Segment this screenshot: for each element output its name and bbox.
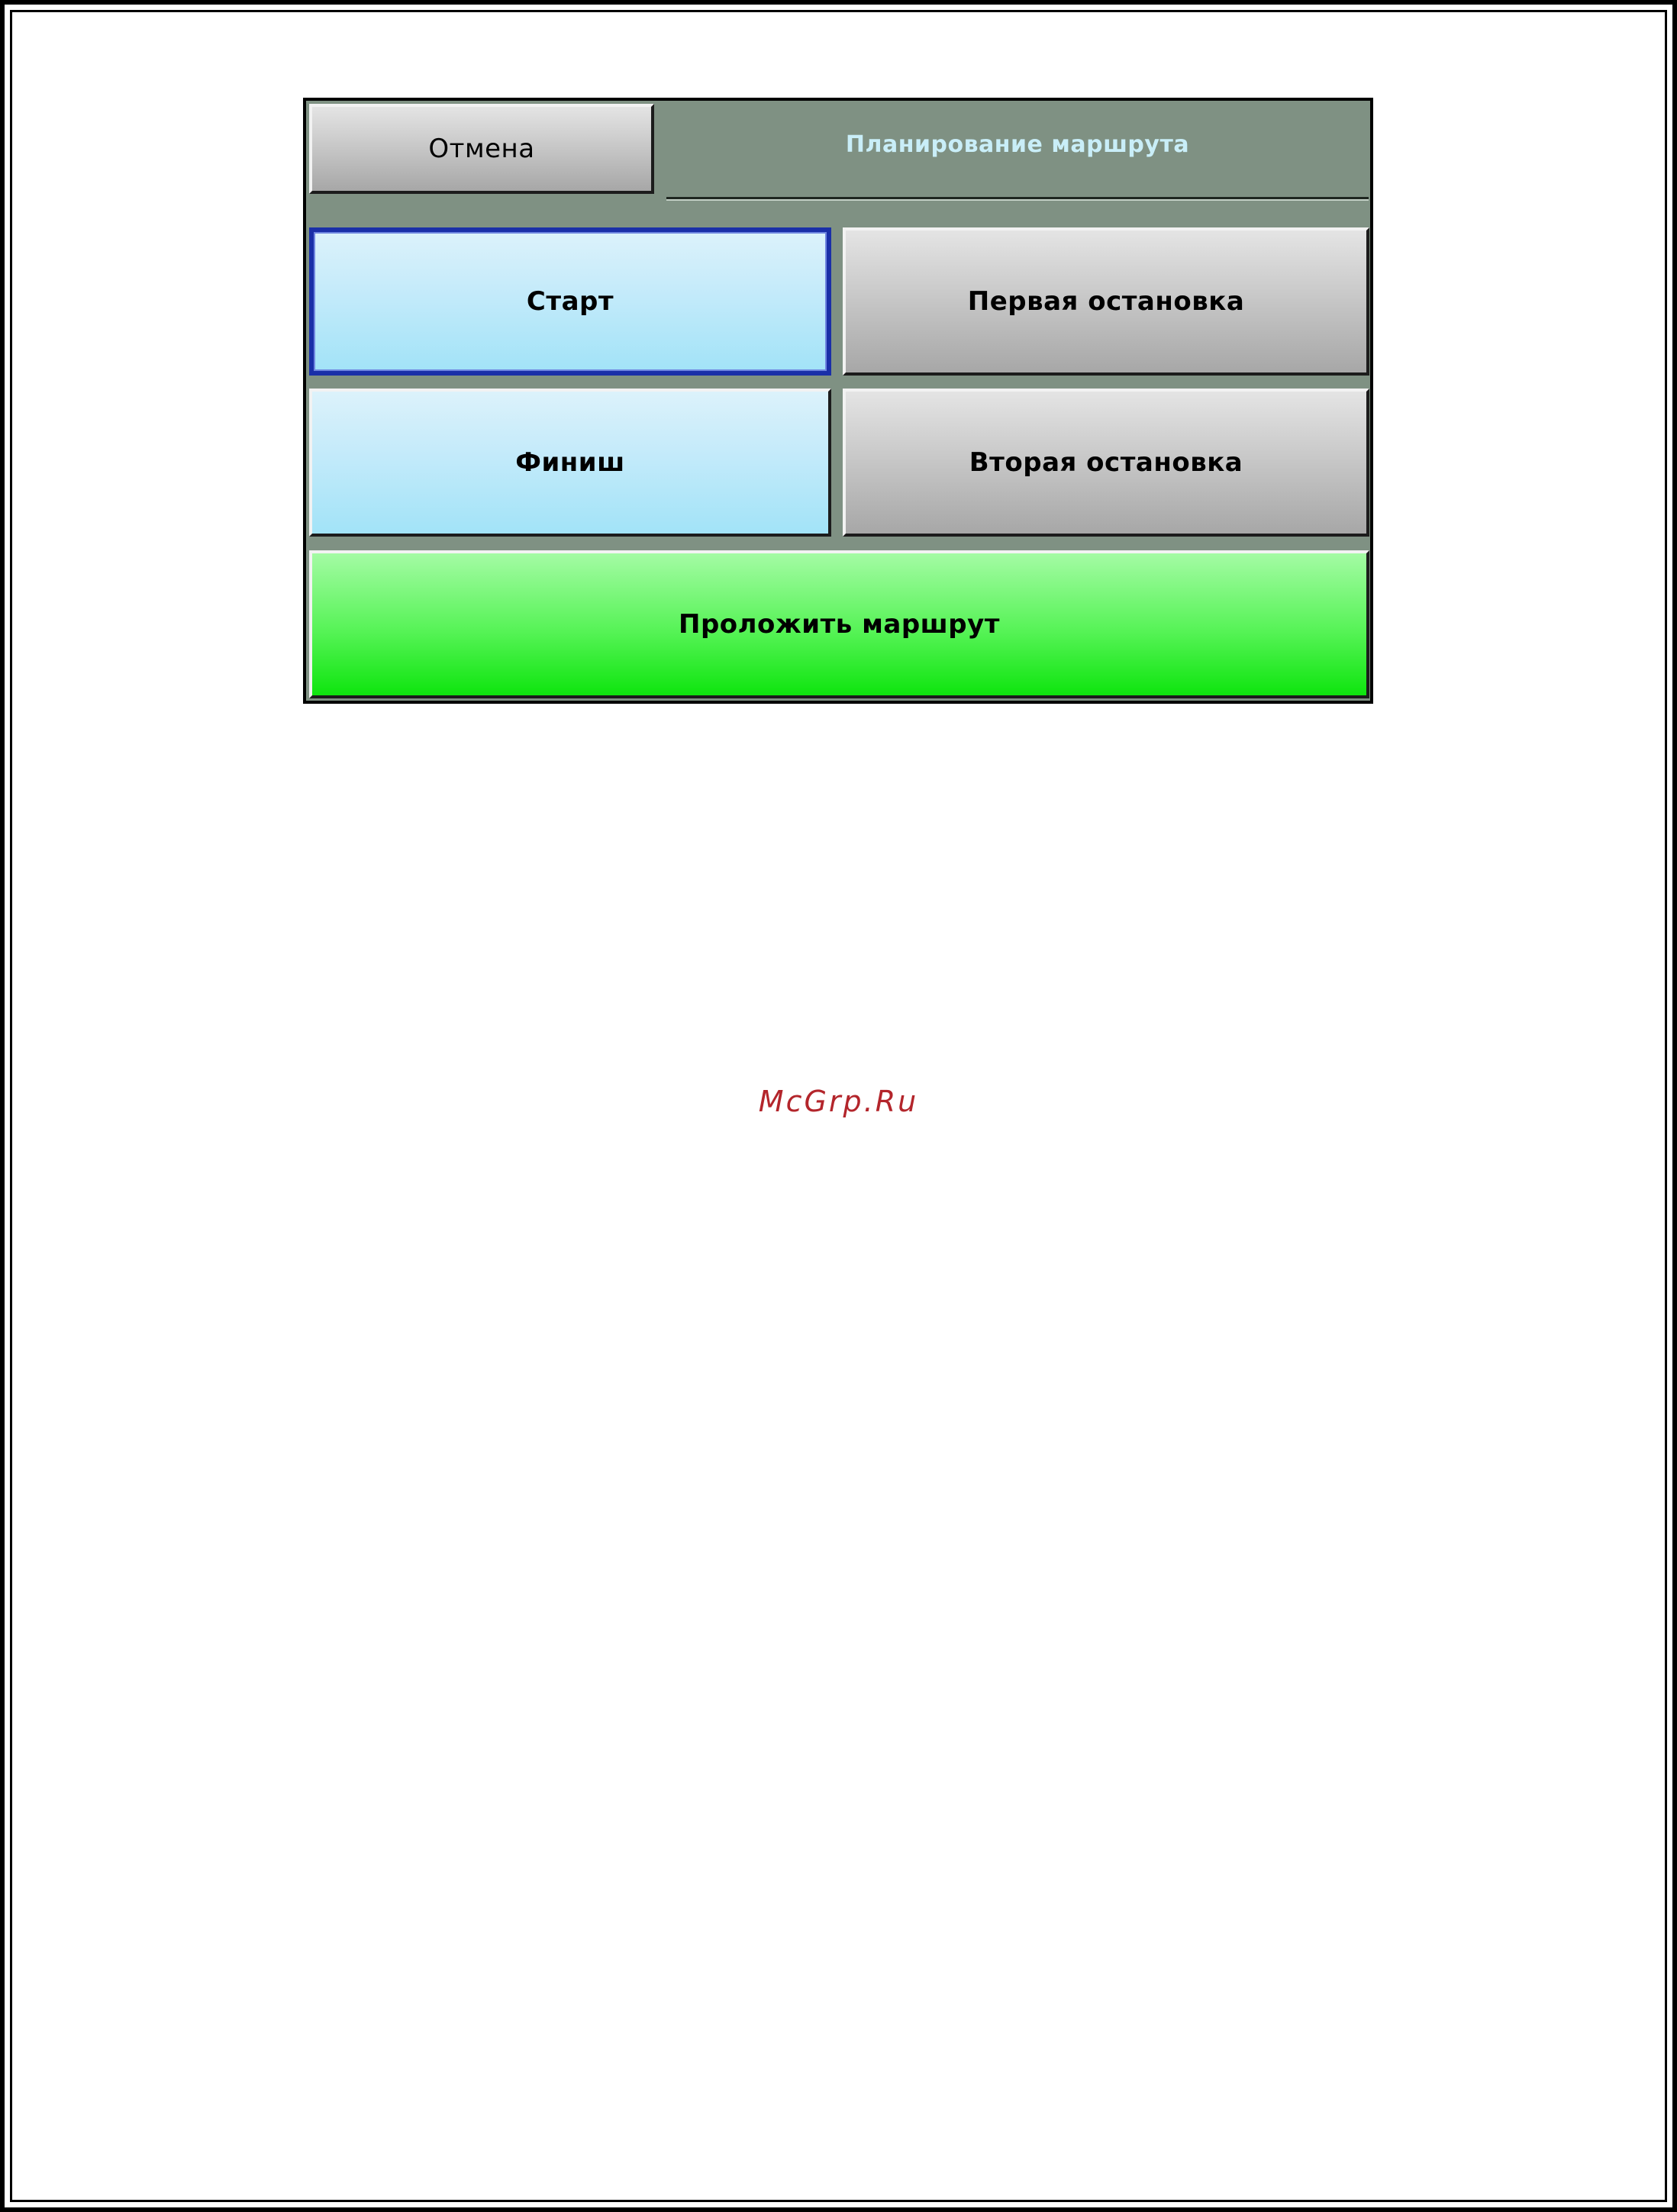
second-stop-button[interactable]: Вторая остановка [843, 389, 1369, 537]
start-button[interactable]: Старт [309, 227, 831, 376]
watermark-text: McGrp.Ru [758, 1085, 919, 1118]
title-bar [666, 104, 1369, 202]
route-planning-screen [303, 98, 1373, 704]
cancel-button[interactable]: Отмена [309, 104, 654, 194]
finish-button[interactable]: Финиш [309, 389, 831, 537]
title-divider-highlight [666, 199, 1369, 201]
build-route-button[interactable]: Проложить маршрут [309, 550, 1369, 698]
first-stop-button[interactable]: Первая остановка [843, 227, 1369, 376]
page-title: Планирование маршрута [845, 131, 1190, 158]
